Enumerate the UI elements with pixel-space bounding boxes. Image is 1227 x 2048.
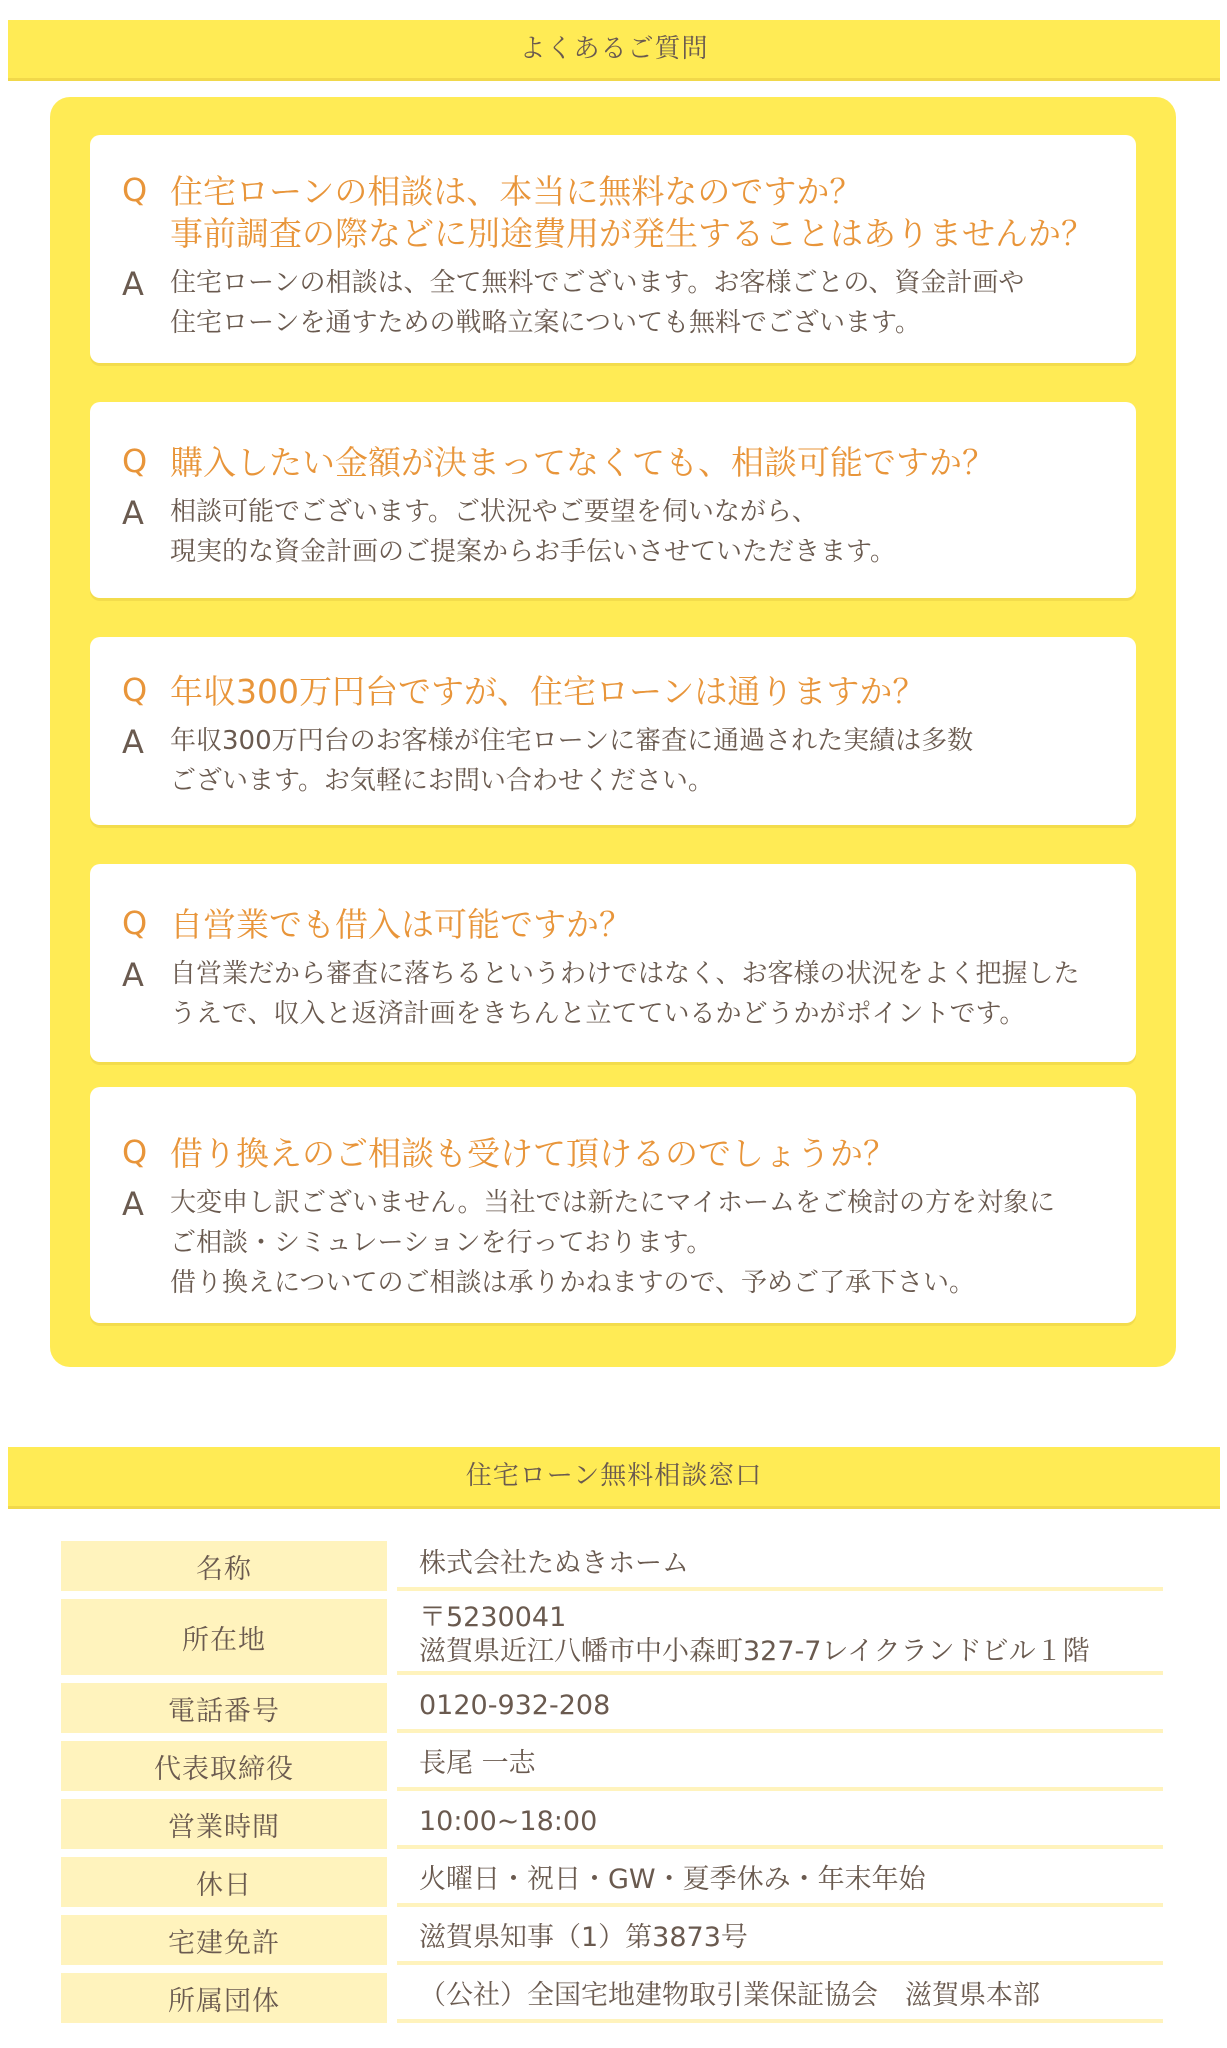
faq-question: 住宅ローンの相談は、本当に無料なのですか？ 事前調査の際などに別途費用が発生することはありませんか？ (170, 172, 1094, 253)
question-mark: Q (122, 171, 148, 209)
faq-panel (50, 97, 1176, 1367)
info-value (397, 1857, 1163, 1907)
info-row-license (61, 1915, 1163, 1965)
info-row-hours (61, 1799, 1163, 1849)
company-info-title: 住宅ローン無料相談窓口 (8, 1447, 1220, 1506)
info-label: 電話番号 (61, 1683, 387, 1733)
info-value-line: 〒5230041 (419, 1602, 567, 1633)
question-mark: Q (122, 671, 148, 709)
info-row-representative (61, 1741, 1163, 1791)
info-value-line: 10:00~18:00 (419, 1806, 598, 1837)
faq-answer: 相談可能でございます。ご状況やご要望を伺いながら、 現実的な資金計画のご提案からお手伝いさせていただきます。 (170, 497, 896, 567)
faq-item-3 (90, 637, 1136, 825)
info-value (397, 1799, 1163, 1849)
question-mark: Q (122, 1133, 148, 1171)
question-mark: Q (122, 442, 148, 480)
faq-section-title: よくあるご質問 (8, 20, 1220, 78)
faq-item-5 (90, 1087, 1136, 1323)
info-value (397, 1599, 1163, 1675)
faq-item-2 (90, 402, 1136, 598)
info-value-line: （公社）全国宅地建物取引業保証協会 滋賀県本部 (419, 1980, 1040, 2011)
faq-question: 年収300万円台ですが、住宅ローンは通りますか？ (170, 672, 926, 711)
info-label: 休日 (61, 1857, 387, 1907)
info-value (397, 1683, 1163, 1733)
info-row-holidays (61, 1857, 1163, 1907)
faq-question: 自営業でも借入は可能ですか？ (170, 905, 632, 944)
faq-question: 購入したい金額が決まってなくても、相談可能ですか？ (170, 443, 995, 482)
faq-answer: 自営業だから審査に落ちるというわけではなく、お客様の状況をよく把握した うえで、収入と返済計画をきちんと立てているかどうかがポイントです。 (170, 959, 1080, 1029)
info-label: 営業時間 (61, 1799, 387, 1849)
info-value-line: 長尾 一志 (419, 1748, 536, 1779)
faq-item-4 (90, 864, 1136, 1062)
info-label: 代表取締役 (61, 1741, 387, 1791)
info-label: 所属団体 (61, 1973, 387, 2023)
info-value (397, 1915, 1163, 1965)
company-info-table (61, 1541, 1163, 2031)
phone-number[interactable]: 0120-932-208 (419, 1690, 611, 1721)
info-value (397, 1973, 1163, 2023)
answer-mark: A (122, 723, 144, 761)
faq-item-1 (90, 135, 1136, 363)
answer-mark: A (122, 494, 144, 532)
info-row-phone (61, 1683, 1163, 1733)
info-value-line: 火曜日・祝日・GW・夏季休み・年末年始 (419, 1864, 926, 1895)
question-mark: Q (122, 904, 148, 942)
faq-answer: 住宅ローンの相談は、全て無料でございます。お客様ごとの、資金計画や 住宅ローンを通すための戦略立案についても無料でございます。 (170, 268, 1025, 338)
info-label: 所在地 (61, 1599, 387, 1675)
faq-question: 借り換えのご相談も受けて頂けるのでしょうか？ (170, 1134, 896, 1173)
faq-answer: 大変申し訳ございません。当社では新たにマイホームをご検討の方を対象に ご相談・シミュレーションを行っております。 借り換えについてのご相談は承りかねますので、予めご了承下さい。 (170, 1188, 1056, 1298)
answer-mark: A (122, 956, 144, 994)
info-row-association (61, 1973, 1163, 2023)
answer-mark: A (122, 265, 144, 303)
faq-answer: 年収300万円台のお客様が住宅ローンに審査に通過された実績は多数 ございます。お気軽にお問い合わせください。 (170, 726, 974, 796)
info-value (397, 1741, 1163, 1791)
info-label: 宅建免許 (61, 1915, 387, 1965)
info-value-line: 滋賀県近江八幡市中小森町327-7レイクランドビル１階 (419, 1636, 1090, 1667)
info-value-line: 滋賀県知事（1）第3873号 (419, 1922, 748, 1953)
answer-mark: A (122, 1185, 144, 1223)
info-value (397, 1541, 1163, 1591)
info-row-name (61, 1541, 1163, 1591)
info-row-address (61, 1599, 1163, 1675)
info-label: 名称 (61, 1541, 387, 1591)
info-value-line: 株式会社たぬきホーム (419, 1548, 689, 1579)
